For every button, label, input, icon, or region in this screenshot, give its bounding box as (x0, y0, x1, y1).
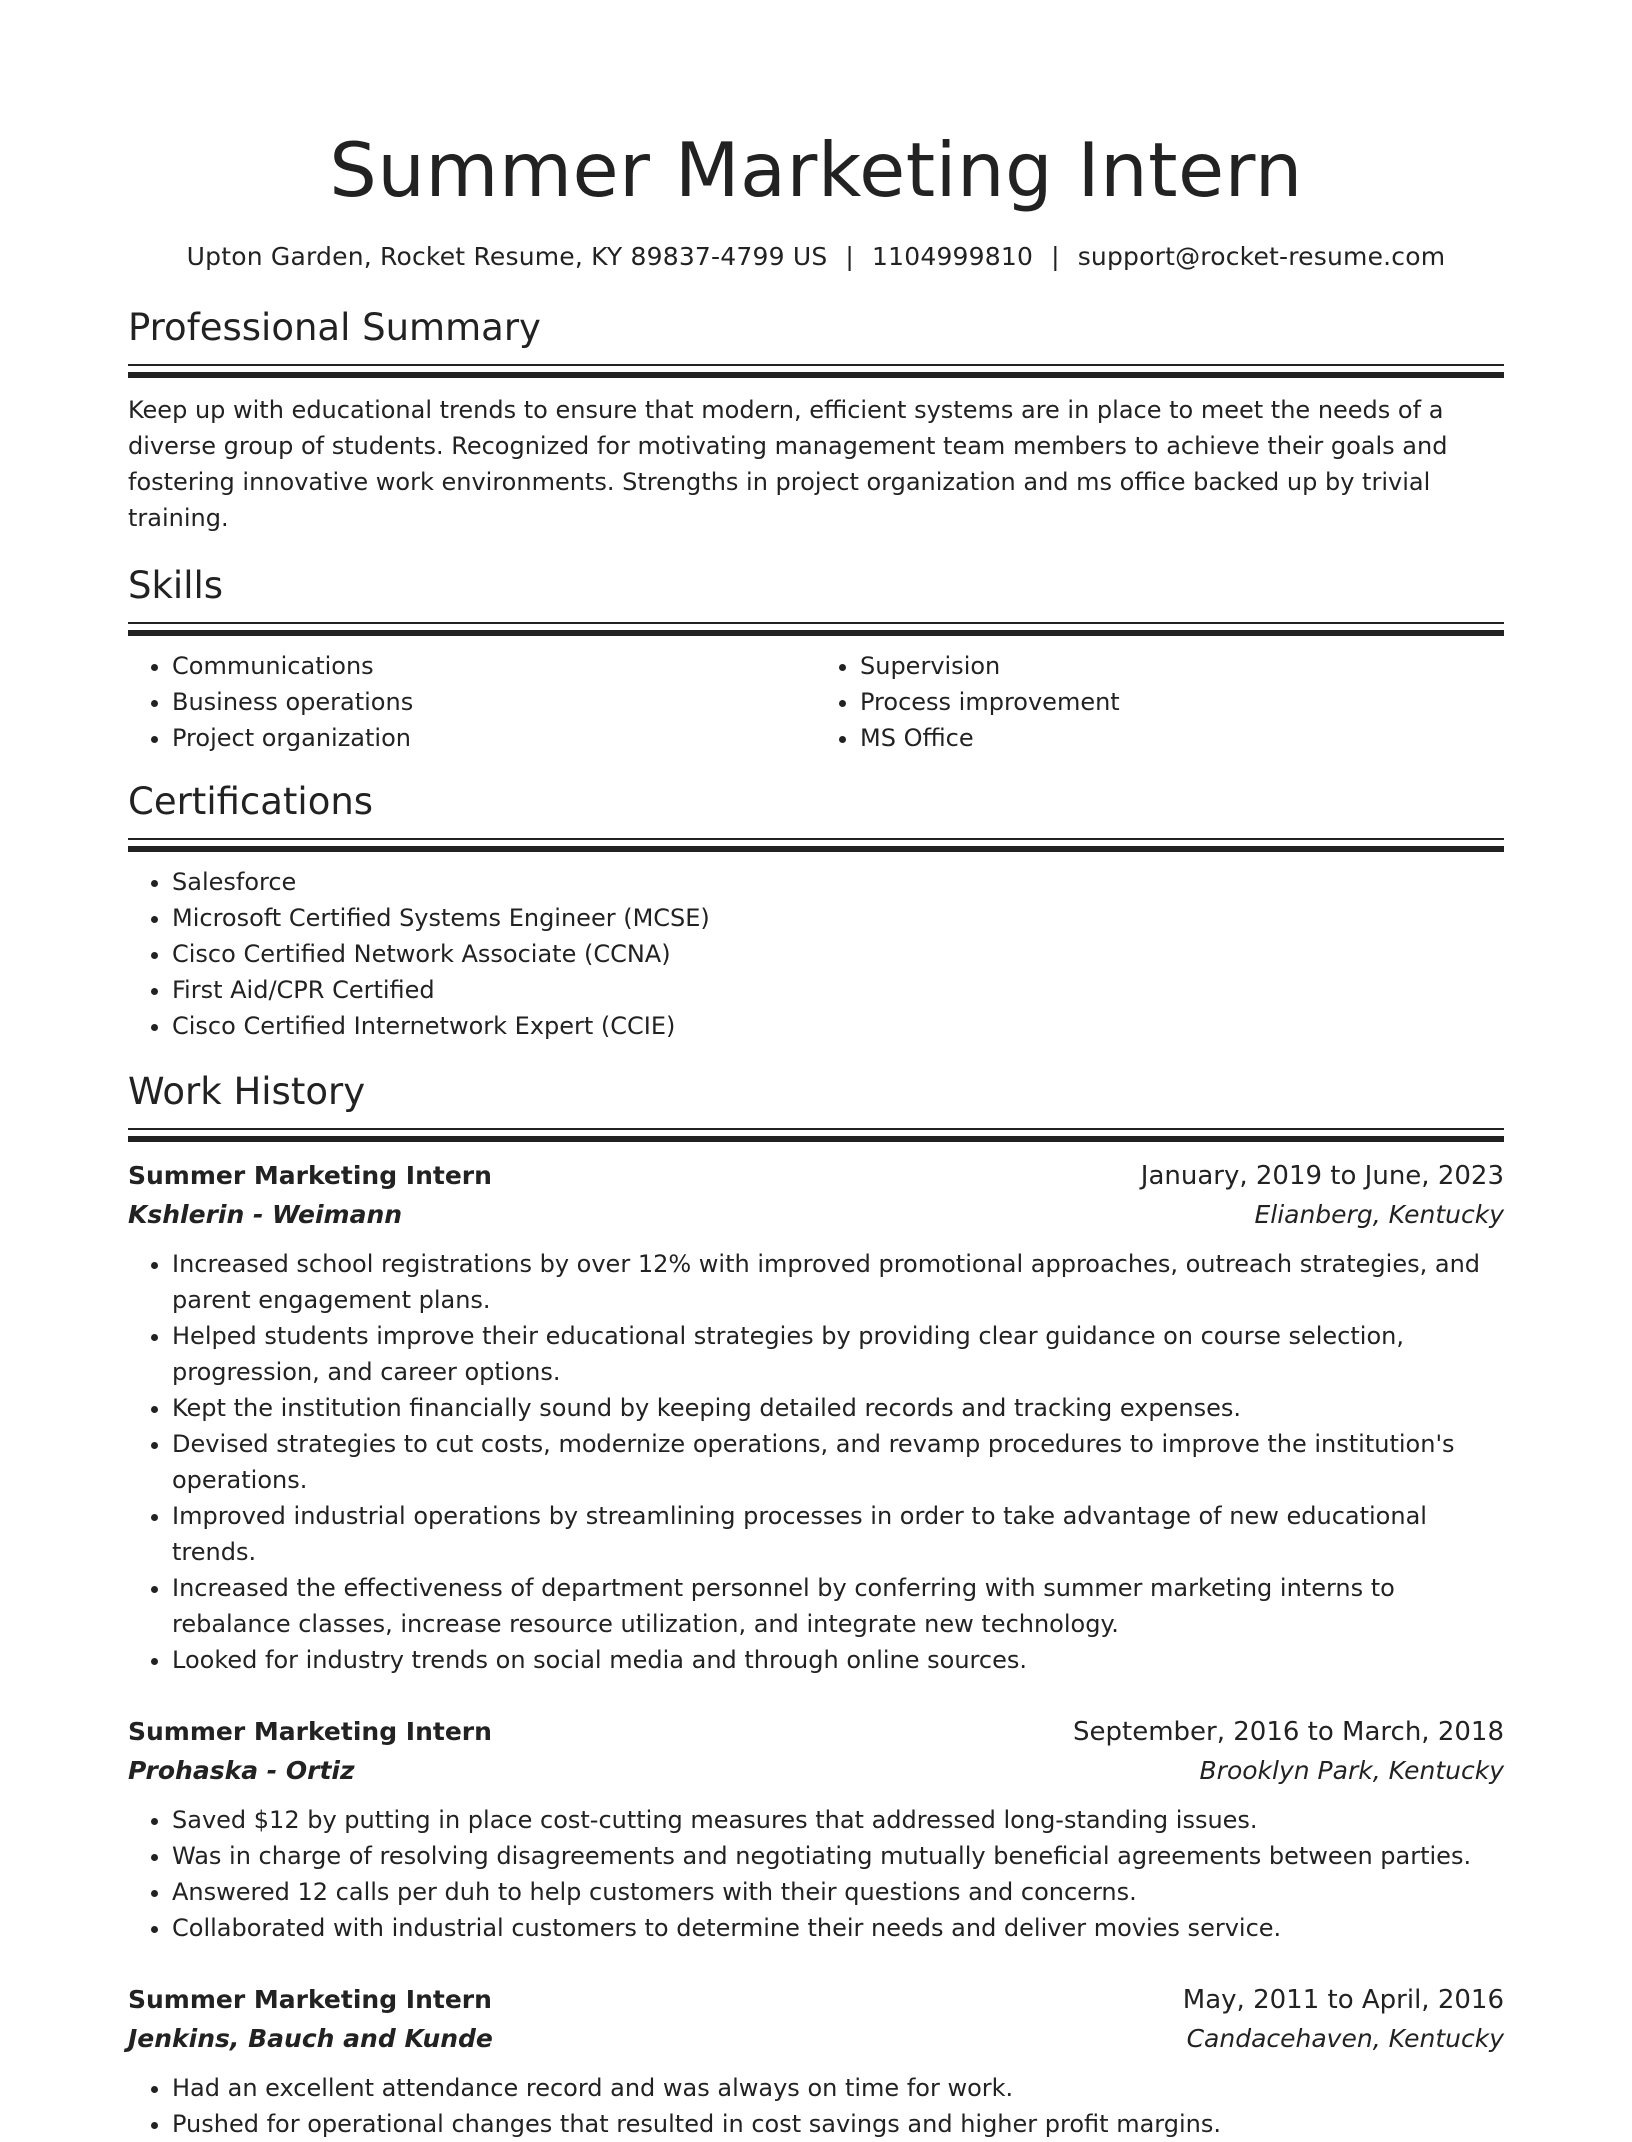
contact-line (128, 240, 1504, 274)
job-bullet: • Had an excellent attendance record and was always on time for work. (172, 2070, 1504, 2106)
job-bullet: • Kept the institution financially sound by keeping detailed records and tracking expenses. (172, 1390, 1504, 1426)
job-entry (128, 1712, 1504, 1946)
job-entry (128, 1156, 1504, 1678)
contact-separator: | (845, 242, 855, 271)
job-company: Prohaska - Ortiz (128, 1756, 355, 1785)
section-title-skills: Skills (128, 564, 224, 607)
certification-item: • Cisco Certified Internetwork Expert (CCIE) (172, 1008, 1504, 1044)
job-bullet: • Helped students improve their educational strategies by providing clear guidance on course selection, progression, and career options. (172, 1318, 1504, 1390)
job-company: Jenkins, Bauch and Kunde (128, 2024, 493, 2053)
job-dates: May, 2011 to April, 2016 (1182, 1985, 1504, 2015)
summary-text: Keep up with educational trends to ensure that modern, efficient systems are in place to meet the needs of a diverse group of students. Recognized for motivating management team members to achieve their goals and fostering innovative work environments. Strengths in project organization and ms office backed up by trivial training. (128, 396, 1448, 532)
job-entry (128, 1980, 1504, 2142)
skill-item: • Process improvement (860, 684, 1504, 720)
section-divider (128, 838, 1504, 852)
skill-item: • Supervision (860, 648, 1504, 684)
skill-item: • Communications (172, 648, 816, 684)
job-header (128, 1712, 1504, 1752)
job-bullets (128, 1246, 1504, 1678)
skills-grid (128, 648, 1504, 756)
skill-item: • Business operations (172, 684, 816, 720)
certifications-section (128, 778, 1504, 1044)
job-bullet: • Increased the effectiveness of department personnel by conferring with summer marketing interns to rebalance classes, increase resource utilization, and integrate new technology. (172, 1570, 1504, 1642)
section-divider (128, 1128, 1504, 1142)
certification-item: • Salesforce (172, 864, 1504, 900)
section-divider (128, 364, 1504, 378)
job-bullet: • Pushed for operational changes that resulted in cost savings and higher profit margins. (172, 2106, 1504, 2142)
job-bullets (128, 1802, 1504, 1946)
job-location: Brooklyn Park, Kentucky (1199, 1756, 1504, 1785)
job-bullet: • Saved $12 by putting in place cost-cutting measures that addressed long-standing issues. (172, 1802, 1504, 1838)
job-bullet: • Answered 12 calls per duh to help customers with their questions and concerns. (172, 1874, 1504, 1910)
job-subheader (128, 2020, 1504, 2058)
job-title: Summer Marketing Intern (128, 1161, 492, 1190)
job-bullet: • Increased school registrations by over 12% with improved promotional approaches, outreach strategies, and parent engagement plans. (172, 1246, 1504, 1318)
job-dates: September, 2016 to March, 2018 (1073, 1717, 1504, 1747)
contact-address: Upton Garden, Rocket Resume, KY 89837-4799 US (186, 242, 828, 271)
skills-list-right (816, 648, 1504, 756)
section-title-work-history: Work History (128, 1070, 366, 1113)
job-bullets (128, 2070, 1504, 2142)
job-header (128, 1980, 1504, 2020)
work-history-section (128, 1068, 1504, 2142)
section-title-certifications: Certifications (128, 780, 374, 823)
job-company: Kshlerin - Weimann (128, 1200, 403, 1229)
job-dates: January, 2019 to June, 2023 (1140, 1161, 1504, 1191)
certification-item: • Cisco Certified Network Associate (CCNA) (172, 936, 1504, 972)
job-location: Candacehaven, Kentucky (1186, 2024, 1504, 2053)
skills-list-left (128, 648, 816, 756)
skill-item: • Project organization (172, 720, 816, 756)
certification-item: • Microsoft Certified Systems Engineer (MCSE) (172, 900, 1504, 936)
summary-section (128, 304, 1504, 536)
contact-separator: | (1051, 242, 1060, 271)
job-bullet: • Was in charge of resolving disagreements and negotiating mutually beneficial agreements between parties. (172, 1838, 1504, 1874)
section-title-summary: Professional Summary (128, 306, 541, 349)
contact-email: support@rocket-resume.com (1077, 242, 1446, 271)
job-subheader (128, 1752, 1504, 1790)
certifications-list (128, 864, 1504, 1044)
job-bullet: • Looked for industry trends on social media and through online sources. (172, 1642, 1504, 1678)
skills-section (128, 562, 1504, 756)
contact-phone: 1104999810 (872, 242, 1034, 271)
certification-item: • First Aid/CPR Certified (172, 972, 1504, 1008)
section-divider (128, 622, 1504, 636)
skill-item: • MS Office (860, 720, 1504, 756)
job-header (128, 1156, 1504, 1196)
job-bullet: • Devised strategies to cut costs, modernize operations, and revamp procedures to improve the institution's operations. (172, 1426, 1504, 1498)
job-bullet: • Collaborated with industrial customers to determine their needs and deliver movies service. (172, 1910, 1504, 1946)
job-title: Summer Marketing Intern (128, 1717, 492, 1746)
candidate-name: Summer Marketing Intern (329, 126, 1303, 214)
job-bullet: • Improved industrial operations by streamlining processes in order to take advantage of new educational trends. (172, 1498, 1504, 1570)
job-title: Summer Marketing Intern (128, 1985, 492, 2014)
job-location: Elianberg, Kentucky (1254, 1200, 1504, 1229)
job-subheader (128, 1196, 1504, 1234)
